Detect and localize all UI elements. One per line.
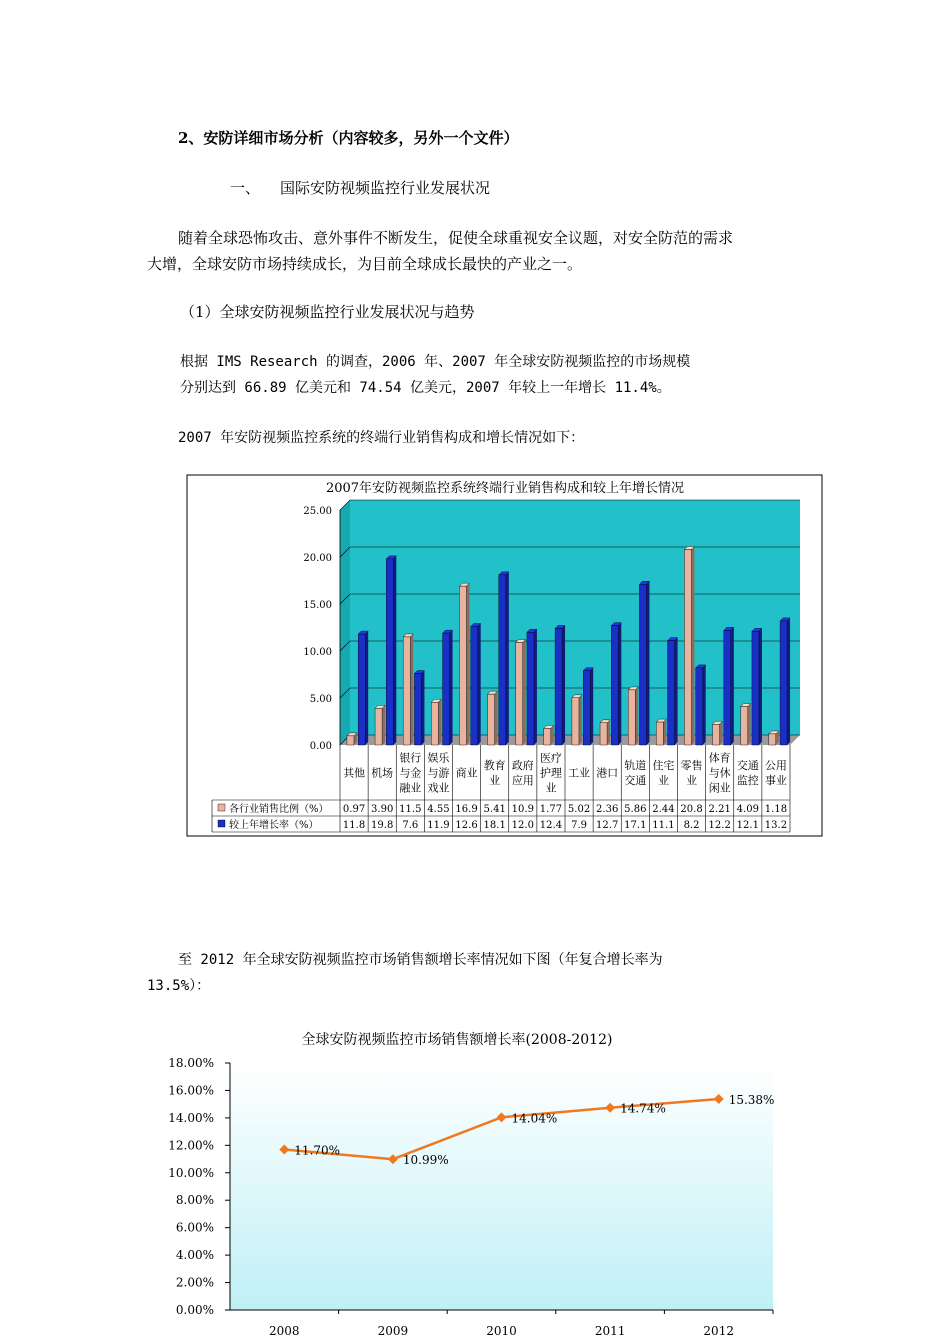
chart1-category-label: 业 bbox=[686, 774, 698, 787]
chart2-y-tick-label: 0.00% bbox=[175, 1303, 214, 1317]
chart1-bar-share-front bbox=[600, 723, 607, 745]
chart1-category-label: 商业 bbox=[455, 766, 478, 780]
chart2-y-tick-label: 18.00% bbox=[168, 1056, 214, 1070]
chart2-y-tick-label: 8.00% bbox=[175, 1193, 214, 1208]
paragraph-4-line-1: 至 2012 年全球安防视频监控市场销售额增长率情况如下图（年复合增长率为 bbox=[178, 952, 663, 968]
chart1-bar-growth-side bbox=[675, 638, 678, 745]
chart1-data-label: 1.77 bbox=[539, 804, 563, 815]
chart1-category-label: 工业 bbox=[568, 766, 591, 780]
chart1-bar-growth bbox=[639, 581, 649, 745]
chart1-bar-share-side bbox=[410, 634, 413, 745]
chart1-category-label: 业 bbox=[657, 774, 669, 787]
chart1-bar-growth bbox=[443, 630, 453, 745]
chart1-bar-growth-front bbox=[414, 674, 421, 745]
chart2-y-tick-label: 12.00% bbox=[168, 1138, 214, 1153]
chart1-category-label: 与金 bbox=[399, 766, 422, 780]
chart1-bar-growth-side bbox=[731, 627, 734, 745]
chart1-data-label: 12.4 bbox=[539, 820, 563, 831]
chart1-bar-growth bbox=[752, 628, 762, 745]
chart1-bar-share-side bbox=[551, 725, 554, 745]
chart1-bar-share-front bbox=[431, 702, 438, 745]
chart2-data-label: 14.74% bbox=[620, 1101, 666, 1116]
chart2-y-tick-label: 16.00% bbox=[168, 1083, 214, 1098]
chart1-bar-growth-front bbox=[471, 627, 478, 745]
chart1-bar-growth-side bbox=[759, 628, 762, 745]
chart1-legend-swatch bbox=[218, 804, 225, 811]
chart1-bar-growth-front bbox=[724, 630, 731, 745]
chart1-bar-growth bbox=[555, 625, 565, 745]
chart1-data-label: 5.41 bbox=[483, 804, 506, 815]
chart1-bar-growth-side bbox=[421, 671, 424, 745]
chart1-bar-share bbox=[713, 721, 723, 745]
chart1-bar-share-side bbox=[720, 721, 723, 745]
chart1-bar-share-front bbox=[572, 698, 579, 745]
chart1-bar-share-front bbox=[516, 643, 523, 745]
chart1-bar-growth-front bbox=[639, 584, 646, 745]
chart1-data-label: 19.8 bbox=[371, 820, 394, 831]
chart1-bar-share-side bbox=[663, 719, 666, 745]
chart1-category-label: 业 bbox=[489, 774, 501, 787]
chart2-y-tick-label: 2.00% bbox=[175, 1275, 214, 1290]
chart1-y-tick-label: 15.00 bbox=[303, 600, 332, 611]
chart1-bar-share-side bbox=[691, 546, 694, 745]
chart1-category-label: 闲业 bbox=[708, 781, 731, 795]
chart1-data-label: 20.8 bbox=[680, 804, 703, 815]
chart1-category-label: 护理 bbox=[539, 766, 562, 780]
chart1-bar-growth-side bbox=[618, 623, 621, 745]
chart1-category-label: 娱乐 bbox=[427, 751, 450, 765]
chart1-bar-growth-side bbox=[506, 572, 509, 745]
chart1-bar-share bbox=[628, 687, 638, 745]
chart1-legend-swatch bbox=[218, 820, 225, 827]
chart2-x-tick-label: 2011 bbox=[594, 1324, 626, 1338]
chart1-bar-share-front bbox=[628, 690, 635, 745]
chart1-data-label: 12.2 bbox=[708, 820, 731, 831]
chart1-data-label: 11.5 bbox=[399, 804, 422, 815]
chart1-category-label: 监控 bbox=[736, 774, 759, 787]
chart1-bar-share-front bbox=[488, 694, 495, 745]
chart1-bar-share-side bbox=[438, 699, 441, 745]
chart1-data-label: 7.9 bbox=[571, 820, 588, 831]
chart1-bar-share bbox=[684, 546, 694, 745]
chart1-bar-growth-side bbox=[534, 629, 537, 745]
chart1-category-label: 公用 bbox=[764, 759, 787, 772]
chart1-data-label: 12.0 bbox=[511, 820, 534, 831]
chart1-category-label: 医疗 bbox=[539, 751, 562, 765]
chart1-category-label: 融业 bbox=[399, 781, 422, 795]
chart1-data-label: 11.1 bbox=[652, 820, 675, 831]
paragraph-2-line-1: 根据 IMS Research 的调查，2006 年、2007 年全球安防视频监控的市场规模 bbox=[180, 354, 691, 370]
chart1-bar-share-front bbox=[459, 586, 466, 745]
chart1-data-label: 17.1 bbox=[624, 820, 647, 831]
chart1-bar-growth-side bbox=[590, 668, 593, 745]
chart1-bar-share bbox=[459, 583, 469, 745]
chart1-bar-growth-front bbox=[555, 628, 562, 745]
chart1-category-label: 银行 bbox=[399, 751, 422, 765]
chart1-bar-share-front bbox=[741, 707, 748, 745]
chart1-bar-growth-side bbox=[393, 556, 396, 745]
chart2-y-tick-label: 10.00% bbox=[168, 1165, 214, 1180]
chart1-bar-growth-front bbox=[583, 671, 590, 745]
chart1-category-label: 住宅 bbox=[652, 759, 675, 772]
chart1-bar-growth-side bbox=[562, 625, 565, 745]
chart1-data-label: 12.6 bbox=[455, 820, 478, 831]
chart1-bar-growth bbox=[471, 624, 481, 745]
chart1-bar-growth-side bbox=[703, 665, 706, 745]
chart1-bar-growth-front bbox=[527, 632, 534, 745]
chart1-data-label: 10.9 bbox=[511, 804, 534, 815]
paragraph-1-line-1: 随着全球恐怖攻击、意外事件不断发生，促使全球重视安全议题，对安全防范的需求 bbox=[178, 229, 734, 247]
chart1-bar-share-front bbox=[347, 736, 354, 745]
chart1-data-label: 8.2 bbox=[683, 820, 700, 831]
chart1-bar-share-front bbox=[403, 637, 410, 745]
chart1-category-label: 戏业 bbox=[427, 781, 450, 795]
chart1-data-label: 5.86 bbox=[624, 804, 647, 815]
chart1-bar-growth-front bbox=[358, 634, 365, 745]
chart1-legend-label: 各行业销售比例（%） bbox=[229, 804, 329, 815]
chart1-data-label: 11.8 bbox=[342, 820, 366, 831]
chart1-bar-share bbox=[516, 640, 526, 745]
chart1-bar-share bbox=[741, 704, 751, 745]
chart1-bar-growth bbox=[527, 629, 537, 745]
section-number: 一、 bbox=[230, 179, 261, 197]
chart1-bar-share bbox=[656, 719, 666, 745]
chart1-data-label: 18.1 bbox=[483, 820, 506, 831]
chart1-data-label: 12.1 bbox=[736, 820, 759, 831]
chart1-bar-growth-front bbox=[499, 575, 506, 745]
chart1-bar-growth bbox=[611, 623, 621, 745]
chart1-data-label: 12.7 bbox=[596, 820, 619, 831]
chart1-category-label: 与休 bbox=[708, 766, 731, 780]
chart1-data-label: 2.21 bbox=[708, 804, 731, 815]
chart2-data-label: 10.99% bbox=[402, 1153, 449, 1168]
chart1-bar-growth bbox=[499, 572, 509, 745]
chart1-data-label: 11.9 bbox=[427, 820, 450, 831]
chart1-data-label: 7.6 bbox=[402, 820, 419, 831]
chart1-bar-growth-side bbox=[646, 581, 649, 745]
chart1-bar-growth-side bbox=[365, 631, 368, 745]
chart1-category-label: 轨道 bbox=[624, 759, 647, 772]
chart2-x-tick-label: 2009 bbox=[377, 1324, 409, 1338]
section-title: 国际安防视频监控行业发展状况 bbox=[280, 179, 491, 197]
chart1-data-label: 13.2 bbox=[764, 820, 788, 831]
chart1-bar-share-side bbox=[579, 695, 582, 745]
heading: 2、安防详细市场分析（内容较多，另外一个文件） bbox=[178, 129, 519, 147]
chart1-bar-growth-front bbox=[611, 626, 618, 745]
chart1-bar-growth-side bbox=[787, 618, 790, 745]
chart1-bar-growth-side bbox=[450, 630, 453, 745]
chart1-bar-share bbox=[544, 725, 554, 745]
chart1-bar-share-front bbox=[769, 734, 776, 745]
chart1-category-label: 事业 bbox=[764, 774, 787, 787]
chart1-data-label: 2.36 bbox=[596, 804, 619, 815]
chart1-y-tick-label: 10.00 bbox=[303, 647, 332, 658]
chart1-bar-share bbox=[347, 733, 357, 745]
chart1-bar-growth-front bbox=[443, 633, 450, 745]
chart1-bar-growth bbox=[696, 665, 706, 745]
chart1-data-label: 4.55 bbox=[427, 804, 450, 815]
chart1-category-label: 业 bbox=[545, 781, 557, 795]
chart1-bar-share bbox=[572, 695, 582, 745]
chart1-category-label: 体育 bbox=[708, 751, 731, 765]
chart1-bar-share bbox=[488, 691, 498, 745]
chart1-bar-share-side bbox=[382, 705, 385, 745]
industry-bar-chart bbox=[187, 475, 823, 837]
chart1-data-label: 0.97 bbox=[342, 804, 366, 815]
chart1-bar-growth-front bbox=[668, 641, 675, 745]
chart2-x-tick-label: 2008 bbox=[269, 1324, 300, 1338]
chart2-y-tick-label: 14.00% bbox=[168, 1110, 214, 1125]
chart1-bar-growth bbox=[668, 638, 678, 745]
chart1-bar-share bbox=[431, 699, 441, 745]
chart1-data-label: 3.90 bbox=[371, 804, 394, 815]
chart1-bar-growth-front bbox=[780, 621, 787, 745]
chart1-bar-share-front bbox=[713, 724, 720, 745]
chart1-category-label: 教育 bbox=[483, 759, 506, 772]
chart1-category-label: 政府 bbox=[511, 759, 534, 772]
chart2-data-label: 11.70% bbox=[294, 1143, 341, 1158]
paragraph-1-line-2: 大增，全球安防市场持续成长，为目前全球成长最快的产业之一。 bbox=[147, 255, 583, 273]
growth-line-chart bbox=[150, 1020, 790, 1344]
chart1-bar-share-side bbox=[523, 640, 526, 745]
chart1-data-label: 4.09 bbox=[736, 804, 759, 815]
paragraph-2-line-2: 分别达到 66.89 亿美元和 74.54 亿美元，2007 年较上一年增长 11.4%。 bbox=[180, 380, 671, 396]
chart1-y-tick-label: 5.00 bbox=[309, 694, 332, 705]
chart2-y-tick-label: 4.00% bbox=[175, 1248, 214, 1263]
chart1-data-label: 16.9 bbox=[455, 804, 478, 815]
chart1-bar-share-side bbox=[466, 583, 469, 745]
chart2-title: 全球安防视频监控市场销售额增长率(2008-2012) bbox=[301, 1032, 613, 1048]
chart1-bar-growth bbox=[386, 556, 396, 745]
chart1-bar-share-side bbox=[607, 720, 610, 745]
chart1-bar-growth-front bbox=[696, 668, 703, 745]
paragraph-4-line-2: 13.5%）： bbox=[147, 978, 211, 994]
chart1-bar-share-front bbox=[656, 722, 663, 745]
chart1-bar-growth bbox=[583, 668, 593, 745]
chart1-data-label: 1.18 bbox=[764, 804, 788, 815]
chart1-bar-share bbox=[769, 731, 779, 745]
chart1-data-label: 5.02 bbox=[567, 804, 591, 815]
chart1-bar-growth-front bbox=[386, 559, 393, 745]
chart1-bar-growth bbox=[358, 631, 368, 745]
chart1-bar-share-side bbox=[635, 687, 638, 745]
chart1-bar-share bbox=[375, 705, 385, 745]
chart1-bar-growth bbox=[780, 618, 790, 745]
chart1-category-label: 零售 bbox=[680, 759, 703, 772]
chart1-category-label: 应用 bbox=[511, 774, 534, 787]
chart2-data-label: 14.04% bbox=[511, 1111, 558, 1126]
chart1-legend-label: 较上年增长率（%） bbox=[229, 820, 319, 831]
chart1-category-label: 机场 bbox=[371, 766, 394, 780]
chart1-bar-share-side bbox=[748, 704, 751, 745]
chart1-bar-share-front bbox=[544, 728, 551, 745]
chart1-bar-share bbox=[403, 634, 413, 745]
chart1-title: 2007年安防视频监控系统终端行业销售构成和较上年增长情况 bbox=[325, 481, 685, 496]
chart1-category-label: 其他 bbox=[343, 766, 366, 780]
chart1-bar-growth-front bbox=[752, 631, 759, 745]
chart2-y-tick-label: 6.00% bbox=[175, 1220, 214, 1235]
chart1-y-tick-label: 20.00 bbox=[303, 553, 332, 564]
chart1-y-tick-label: 25.00 bbox=[303, 506, 332, 517]
chart1-category-label: 交通 bbox=[736, 759, 759, 772]
chart1-bar-share-front bbox=[375, 708, 382, 745]
chart1-bar-growth bbox=[724, 627, 734, 745]
subheading-1: （1）全球安防视频监控行业发展状况与趋势 bbox=[180, 303, 475, 321]
chart2-x-tick-label: 2010 bbox=[486, 1324, 517, 1338]
paragraph-3: 2007 年安防视频监控系统的终端行业销售构成和增长情况如下： bbox=[178, 430, 585, 446]
chart1-bar-growth bbox=[414, 671, 424, 745]
chart1-bar-share-side bbox=[495, 691, 498, 745]
chart1-y-tick-label: 0.00 bbox=[309, 741, 332, 752]
chart1-bar-share-front bbox=[684, 549, 691, 745]
chart2-data-label: 15.38% bbox=[728, 1092, 775, 1107]
chart1-data-label: 2.44 bbox=[652, 804, 675, 815]
chart1-category-label: 与游 bbox=[427, 766, 450, 780]
chart1-category-label: 交通 bbox=[624, 774, 647, 787]
chart1-bar-growth-side bbox=[478, 624, 481, 745]
chart1-bar-share bbox=[600, 720, 610, 745]
chart2-x-tick-label: 2012 bbox=[703, 1324, 734, 1338]
chart1-category-label: 港口 bbox=[596, 766, 619, 780]
chart1-side-wall bbox=[340, 500, 350, 745]
